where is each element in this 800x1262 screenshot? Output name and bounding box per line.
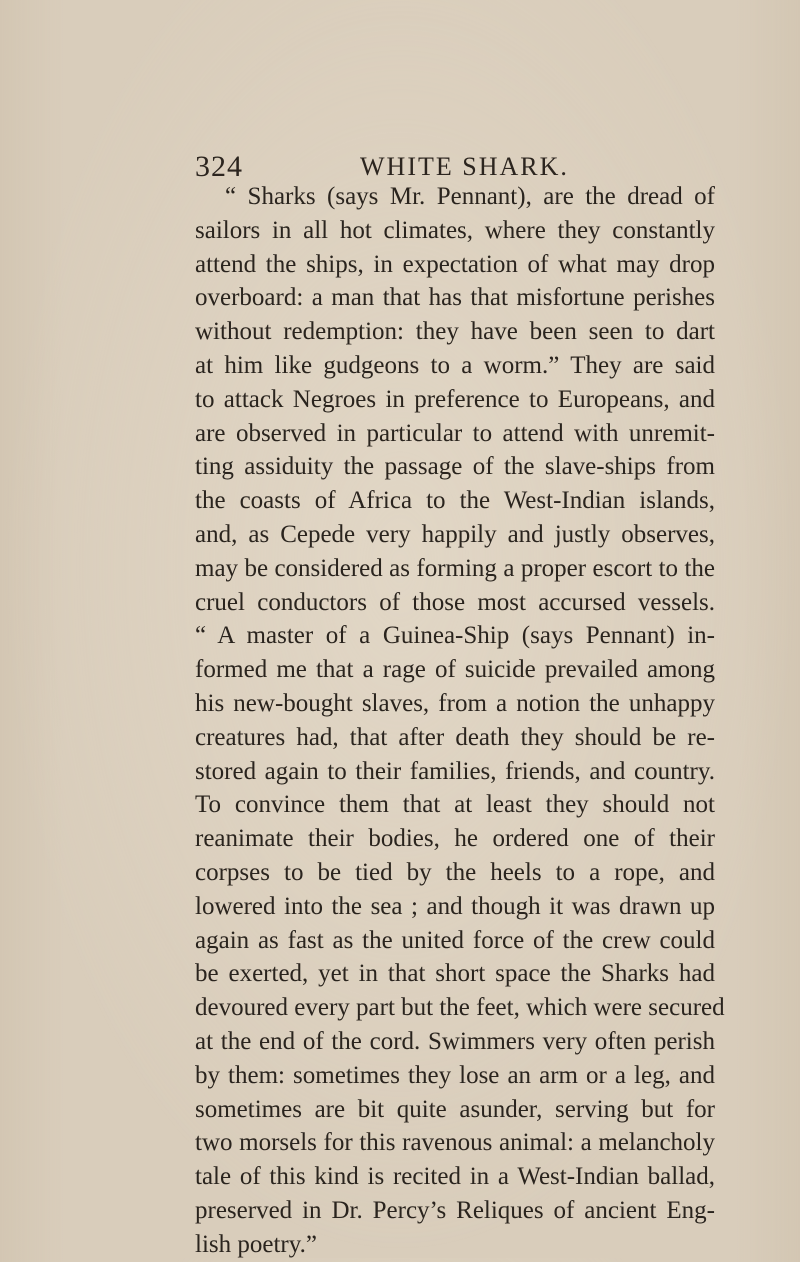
text-line: formed me that a rage of suicide prevailed among [195,656,715,684]
text-line: overboard: a man that has that misfortune perishes [195,284,715,312]
text-line: lowered into the sea ; and though it was drawn up [195,892,715,920]
text-line: creatures had, that after death they should be re- [195,723,715,751]
text-line: by them: sometimes they lose an arm or a leg, and [195,1061,715,1089]
text-line: be exerted, yet in that short space the Sharks had [195,960,715,988]
text-line: two morsels for this ravenous animal: a melancholy [195,1129,715,1157]
page-number: 324 [195,150,243,183]
text-line: preserved in Dr. Percy’s Reliques of ancient Eng- [195,1196,715,1224]
text-line: ting assiduity the passage of the slave-ships from [195,453,715,481]
text-line: and, as Cepede very happily and justly observes, [195,520,715,548]
text-line: stored again to their families, friends, and country. [195,757,715,785]
text-line: the coasts of Africa to the West-Indian islands, [195,487,715,515]
text-line: his new-bought slaves, from a notion the unhappy [195,689,715,717]
text-line: again as fast as the united force of the crew could [195,926,715,954]
text-line: sometimes are bit quite asunder, serving but for [195,1095,715,1123]
text-line: reanimate their bodies, he ordered one of their [195,825,715,853]
text-line: may be considered as forming a proper escort to the [195,554,715,582]
text-line: without redemption: they have been seen to dart [195,318,715,346]
text-line: to attack Negroes in preference to Europeans, and [195,385,715,413]
text-line: attend the ships, in expectation of what may drop [195,250,715,278]
text-line: at him like gudgeons to a worm.” They are said [195,351,715,379]
text-line: corpses to be tied by the heels to a rope, and [195,858,715,886]
body-text [195,180,725,1262]
text-line: sailors in all hot climates, where they constantly [195,216,715,244]
text-line: at the end of the cord. Swimmers very often perish [195,1027,715,1055]
text-line: To convince them that at least they should not [195,791,715,819]
text-line: “ Sharks (says Mr. Pennant), are the dread of [225,183,715,210]
text-line: are observed in particular to attend with unremit- [195,419,715,447]
text-line: lish poetry.” [195,1230,317,1258]
text-line: cruel conductors of those most accursed vessels. [195,588,715,616]
running-title: WHITE SHARK. [360,152,569,181]
text-line: “ A master of a Guinea-Ship (says Pennant) in- [195,622,715,650]
text-line: tale of this kind is recited in a West-Indian ballad, [195,1163,715,1191]
text-line: devoured every part but the feet, which were secured [195,994,725,1022]
